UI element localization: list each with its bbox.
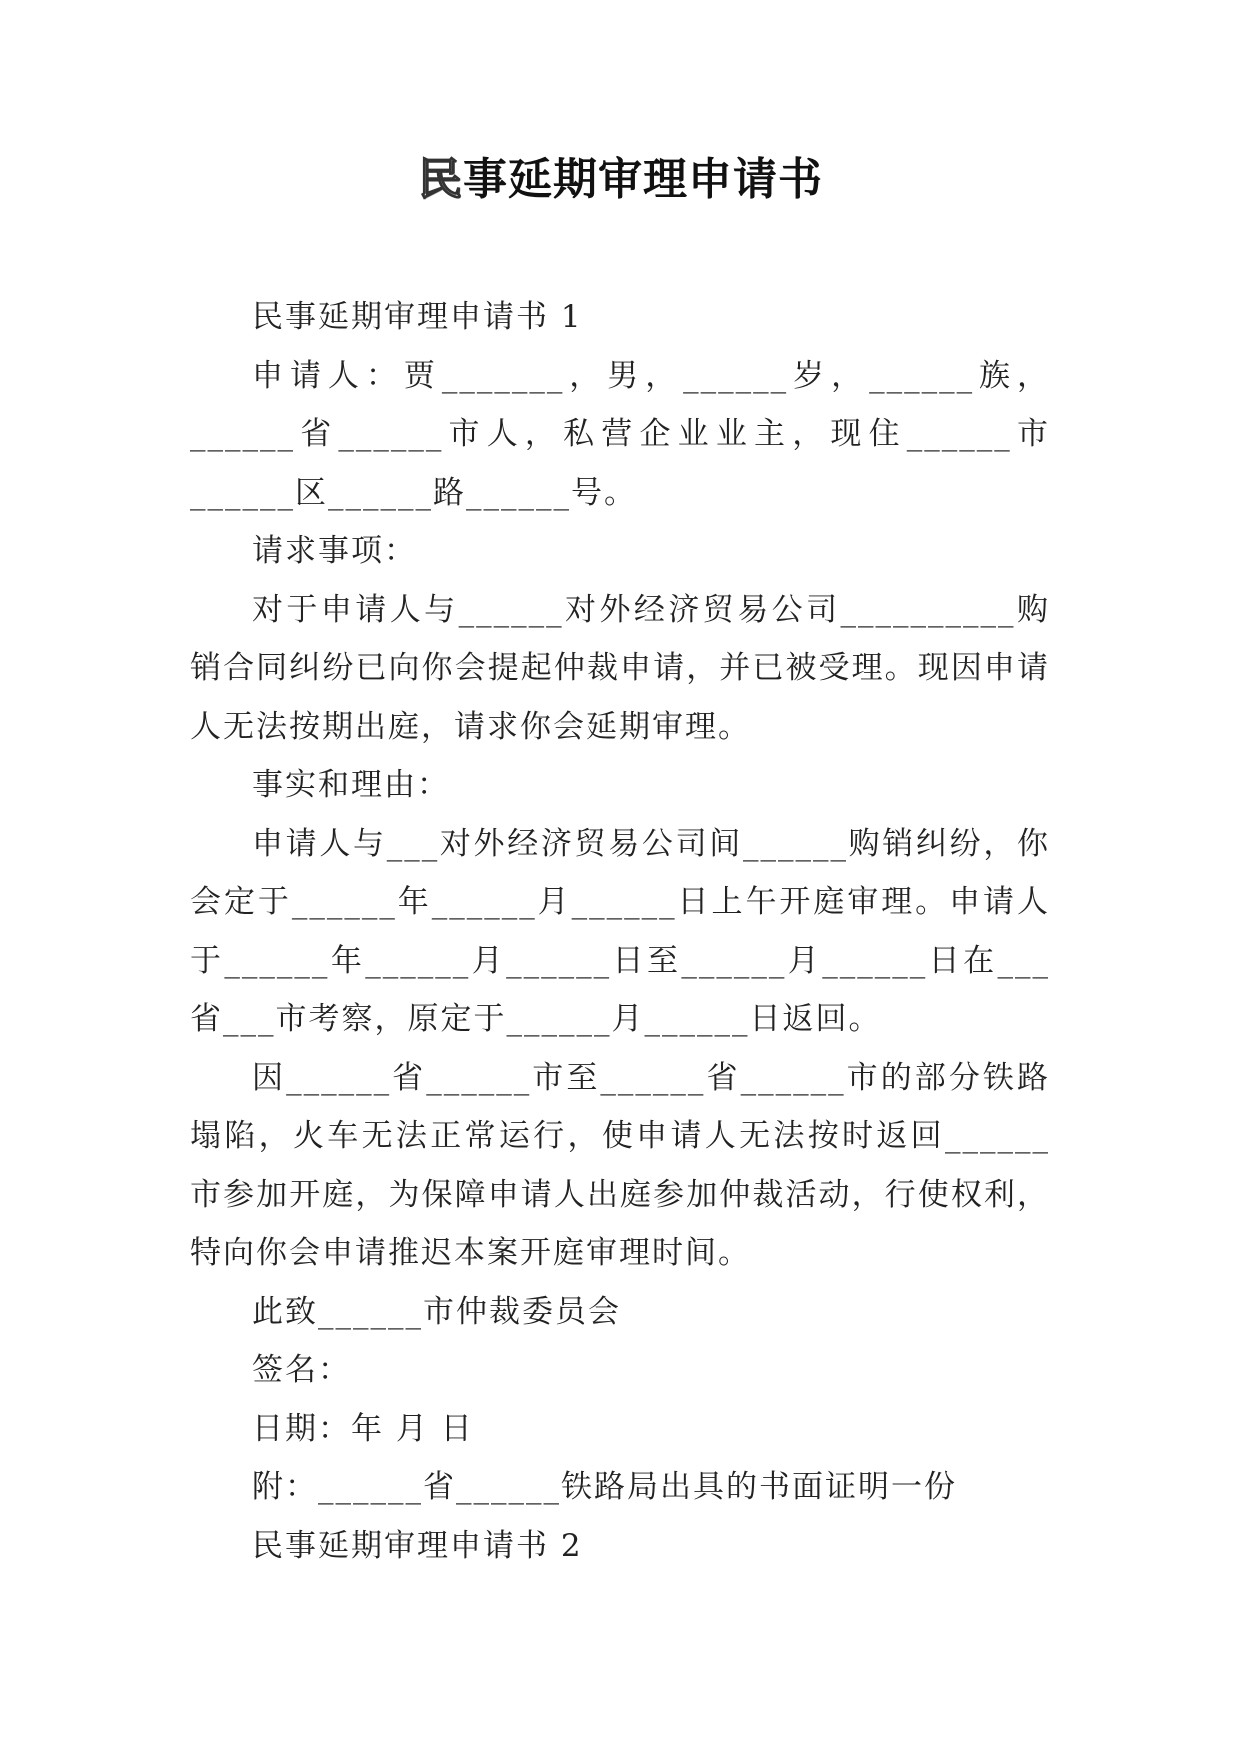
- section-heading-1: 民事延期审理申请书 1: [252, 299, 583, 335]
- attachment-line: 附：______省______铁路局出具的书面证明一份: [252, 1469, 957, 1505]
- document-title: [0, 150, 1241, 210]
- title-first-char: 民: [418, 154, 463, 205]
- signature-line: 签名：: [252, 1352, 351, 1388]
- document-body: [190, 288, 1050, 1575]
- request-paragraph: 对于申请人与______对外经济贸易公司__________购销合同纠纷已向你会提起仲裁申请，并已被受理。现因申请人无法按期出庭，请求你会延期审理。: [190, 591, 1050, 745]
- section-heading-2: 民事延期审理申请书 2: [252, 1527, 583, 1564]
- date-line: 日期：年 月 日: [252, 1410, 474, 1447]
- title-text: 事延期审理申请书: [463, 154, 823, 205]
- addressee-line: 此致______市仲裁委员会: [252, 1293, 621, 1330]
- facts-heading: 事实和理由：: [252, 767, 450, 803]
- applicant-paragraph: 申请人：贾_______，男，______岁，______族，______省______市人，私营企业业主，现住______市______区______路______号。: [190, 357, 1050, 511]
- request-heading: 请求事项：: [252, 533, 417, 569]
- reason-paragraph: 因______省______市至______省______市的部分铁路塌陷，火车无法正常运行，使申请人无法按时返回______市参加开庭，为保障申请人出庭参加仲裁活动，行使权利，特向你会申请推迟本案开庭审理时间。: [190, 1059, 1050, 1271]
- facts-paragraph: 申请人与___对外经济贸易公司间______购销纠纷，你会定于______年______月______日上午开庭审理。申请人于______年______月______日至______月______日在___省___市考察，原定于______月______日返回。: [190, 825, 1050, 1037]
